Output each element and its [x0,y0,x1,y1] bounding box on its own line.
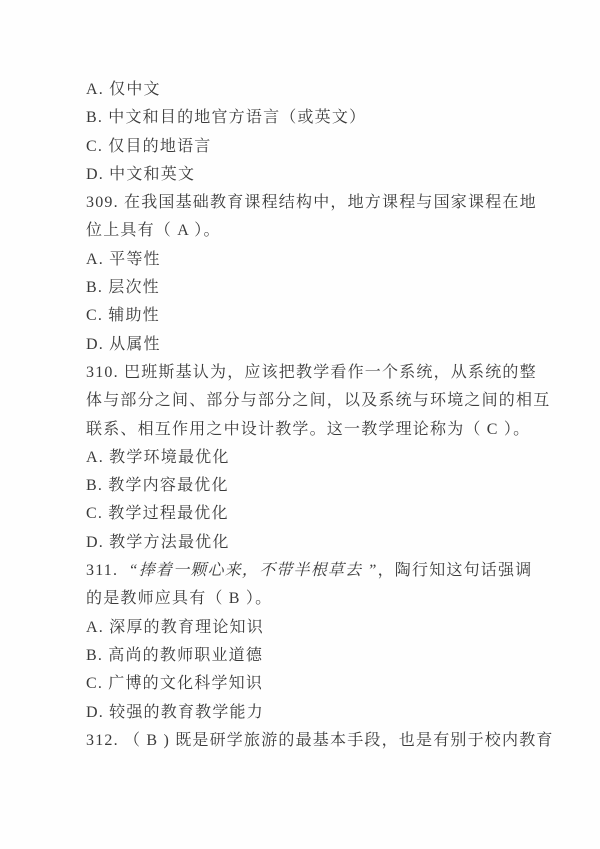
question-tail-text: ，陶行知这句话强调 [377,562,533,580]
quoted-motto-text: “捧着一颗心来，不带半根草去 ” [128,562,378,580]
option-a-line: A. 仅中文 [86,81,161,98]
option-b-line: B. 层次性 [86,279,160,297]
option-d-line: D. 从属性 [86,335,161,353]
question-312-line-1: 312. （ B ) 既是研学旅游的最基本手段，也是有别于校内教育 [86,731,554,749]
option-a-line: A. 深厚的教育理论知识 [86,618,264,636]
question-310-line-3: 联系、相互作用之中设计教学。这一教学理论称为（ C ）。 [86,420,531,438]
option-b-line: B. 高尚的教师职业道德 [86,646,264,664]
question-309-line-2: 位上具有（ A ）。 [86,222,221,240]
option-c-line: C. 教学过程最优化 [86,505,229,523]
option-b-line: B. 教学内容最优化 [86,477,229,495]
option-c-line: C. 辅助性 [86,307,160,325]
option-a-line: A. 平等性 [86,250,161,268]
question-text-block [86,76,554,755]
question-310-line-1: 310. 巴班斯基认为，应该把教学看作一个系统，从系统的整 [86,363,537,381]
option-c-line: C. 仅目的地语言 [86,137,212,155]
option-b-line: B. 中文和目的地官方语言（或英文） [86,109,367,127]
option-c-line: C. 广博的文化科学知识 [86,675,264,693]
question-309-line-1: 309. 在我国基础教育课程结构中，地方课程与国家课程在地 [86,194,537,212]
option-d-line: D. 教学方法最优化 [86,533,230,551]
question-311-line-2: 的是教师应具有（ B ）。 [86,590,273,608]
option-d-line: D. 中文和英文 [86,165,196,183]
question-311-line-1 [86,557,546,585]
question-310-line-2: 体与部分之间、部分与部分之间，以及系统与环境之间的相互 [86,392,551,410]
option-a-line: A. 教学环境最优化 [86,448,230,466]
option-d-line: D. 较强的教育教学能力 [86,703,264,721]
question-number-text: 311. [86,562,129,580]
